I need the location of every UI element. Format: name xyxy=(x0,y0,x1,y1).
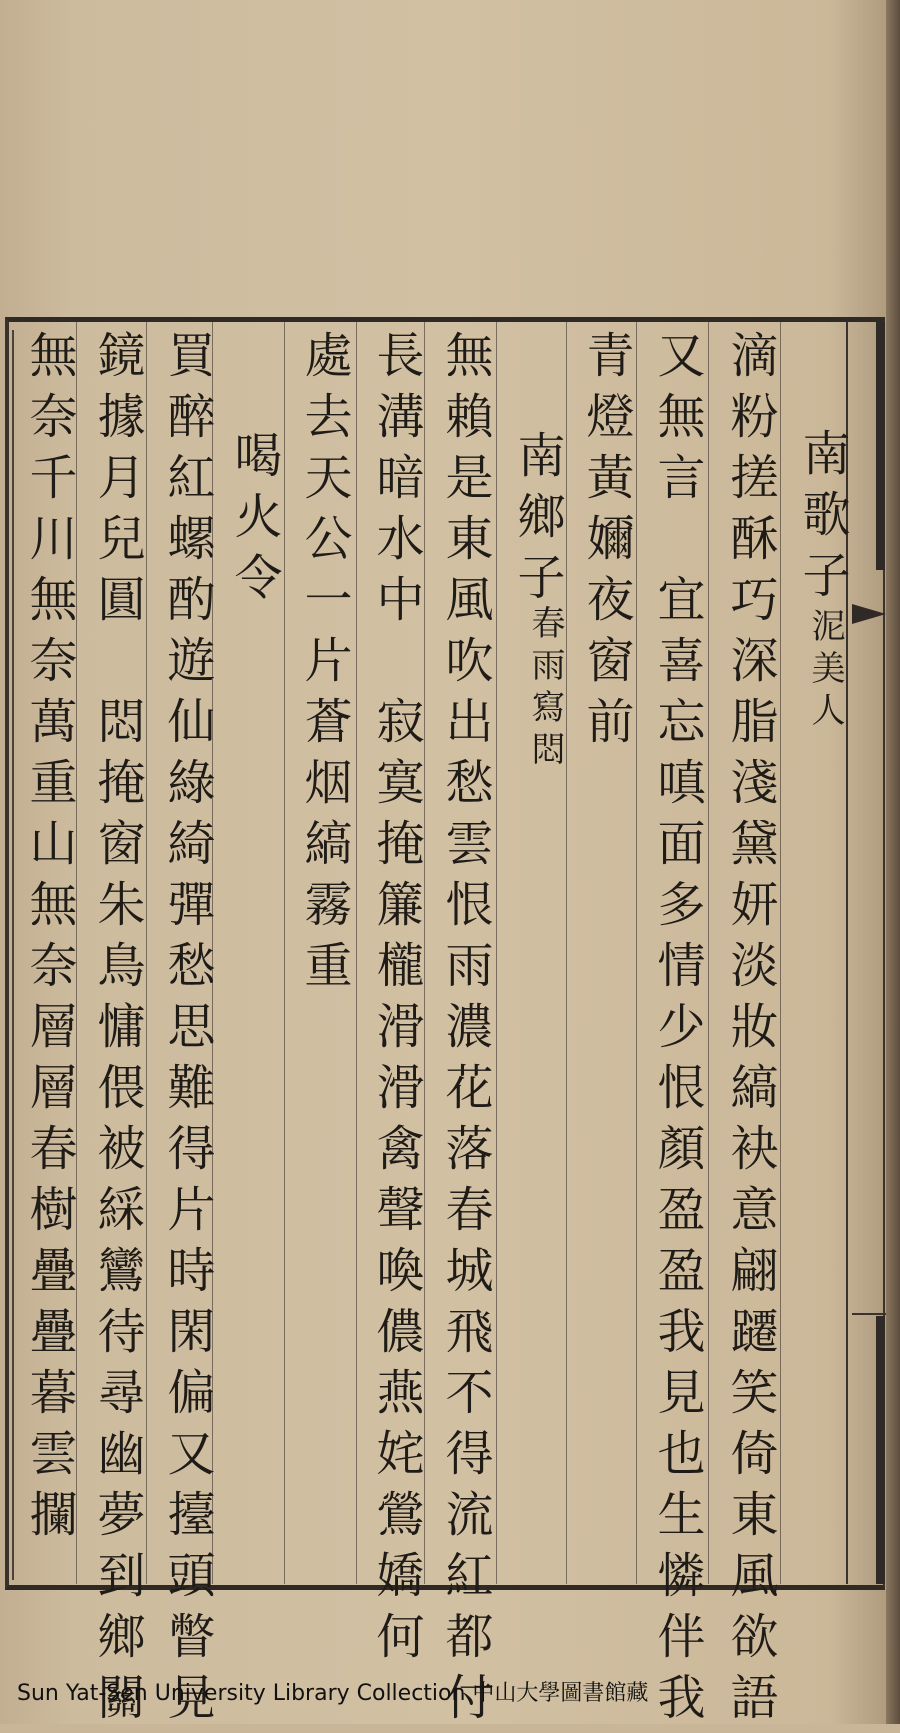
fold-bar-top xyxy=(876,322,885,570)
fold-divider xyxy=(852,1313,886,1315)
subtitle-ni-mei-ren: 泥美人 xyxy=(805,608,845,734)
title-nan-ge-zi: 南歌子 xyxy=(794,428,850,611)
title-he-huo-ling: 喝火令 xyxy=(226,430,282,613)
text-column-5: 長溝暗水中 寂寞掩簾櫳滑滑禽聲喚儂燕姹鶯嬌何 xyxy=(368,330,424,1672)
text-column-4: 無賴是東風吹出愁雲恨雨濃花落春城飛不得流紅都付 xyxy=(437,330,493,1733)
title-nan-xiang-zi: 南鄉子 xyxy=(509,430,565,613)
column-rule xyxy=(356,322,357,1584)
text-column-6: 處去天公一片蒼烟縞霧重 xyxy=(296,330,352,1001)
book-spine xyxy=(886,0,900,1724)
frame-inner-line xyxy=(12,330,14,1580)
text-column-9: 無奈千川無奈萬重山無奈層層春樹疊疊暮雲攔 xyxy=(21,330,77,1550)
text-column-1: 滴粉搓酥巧深脂淺黛妍淡妝縞袂意翩躚笑倚東風欲語 xyxy=(722,330,778,1733)
library-credit: Sun Yat-Sen University Library Collection 中山大學圖書館藏 xyxy=(17,1681,649,1706)
fishtail-mark xyxy=(852,604,886,624)
text-column-8: 鏡據月兒圓 悶掩窗朱鳥慵偎被綵鸞待尋幽夢到鄉關 xyxy=(89,330,145,1733)
text-column-2: 又無言 宜喜忘嗔面多情少恨顏盈盈我見也生憐伴我 xyxy=(649,330,705,1733)
fold-bar-bottom xyxy=(876,1316,885,1584)
text-column-7: 買醉紅螺酌遊仙綠綺彈愁思難得片時閑偏又擡頭瞥見 xyxy=(159,330,215,1733)
subtitle-chun-yu-xie-men: 春雨寫悶 xyxy=(525,605,565,773)
text-column-3: 青燈黃嬭夜窗前 xyxy=(578,330,634,757)
